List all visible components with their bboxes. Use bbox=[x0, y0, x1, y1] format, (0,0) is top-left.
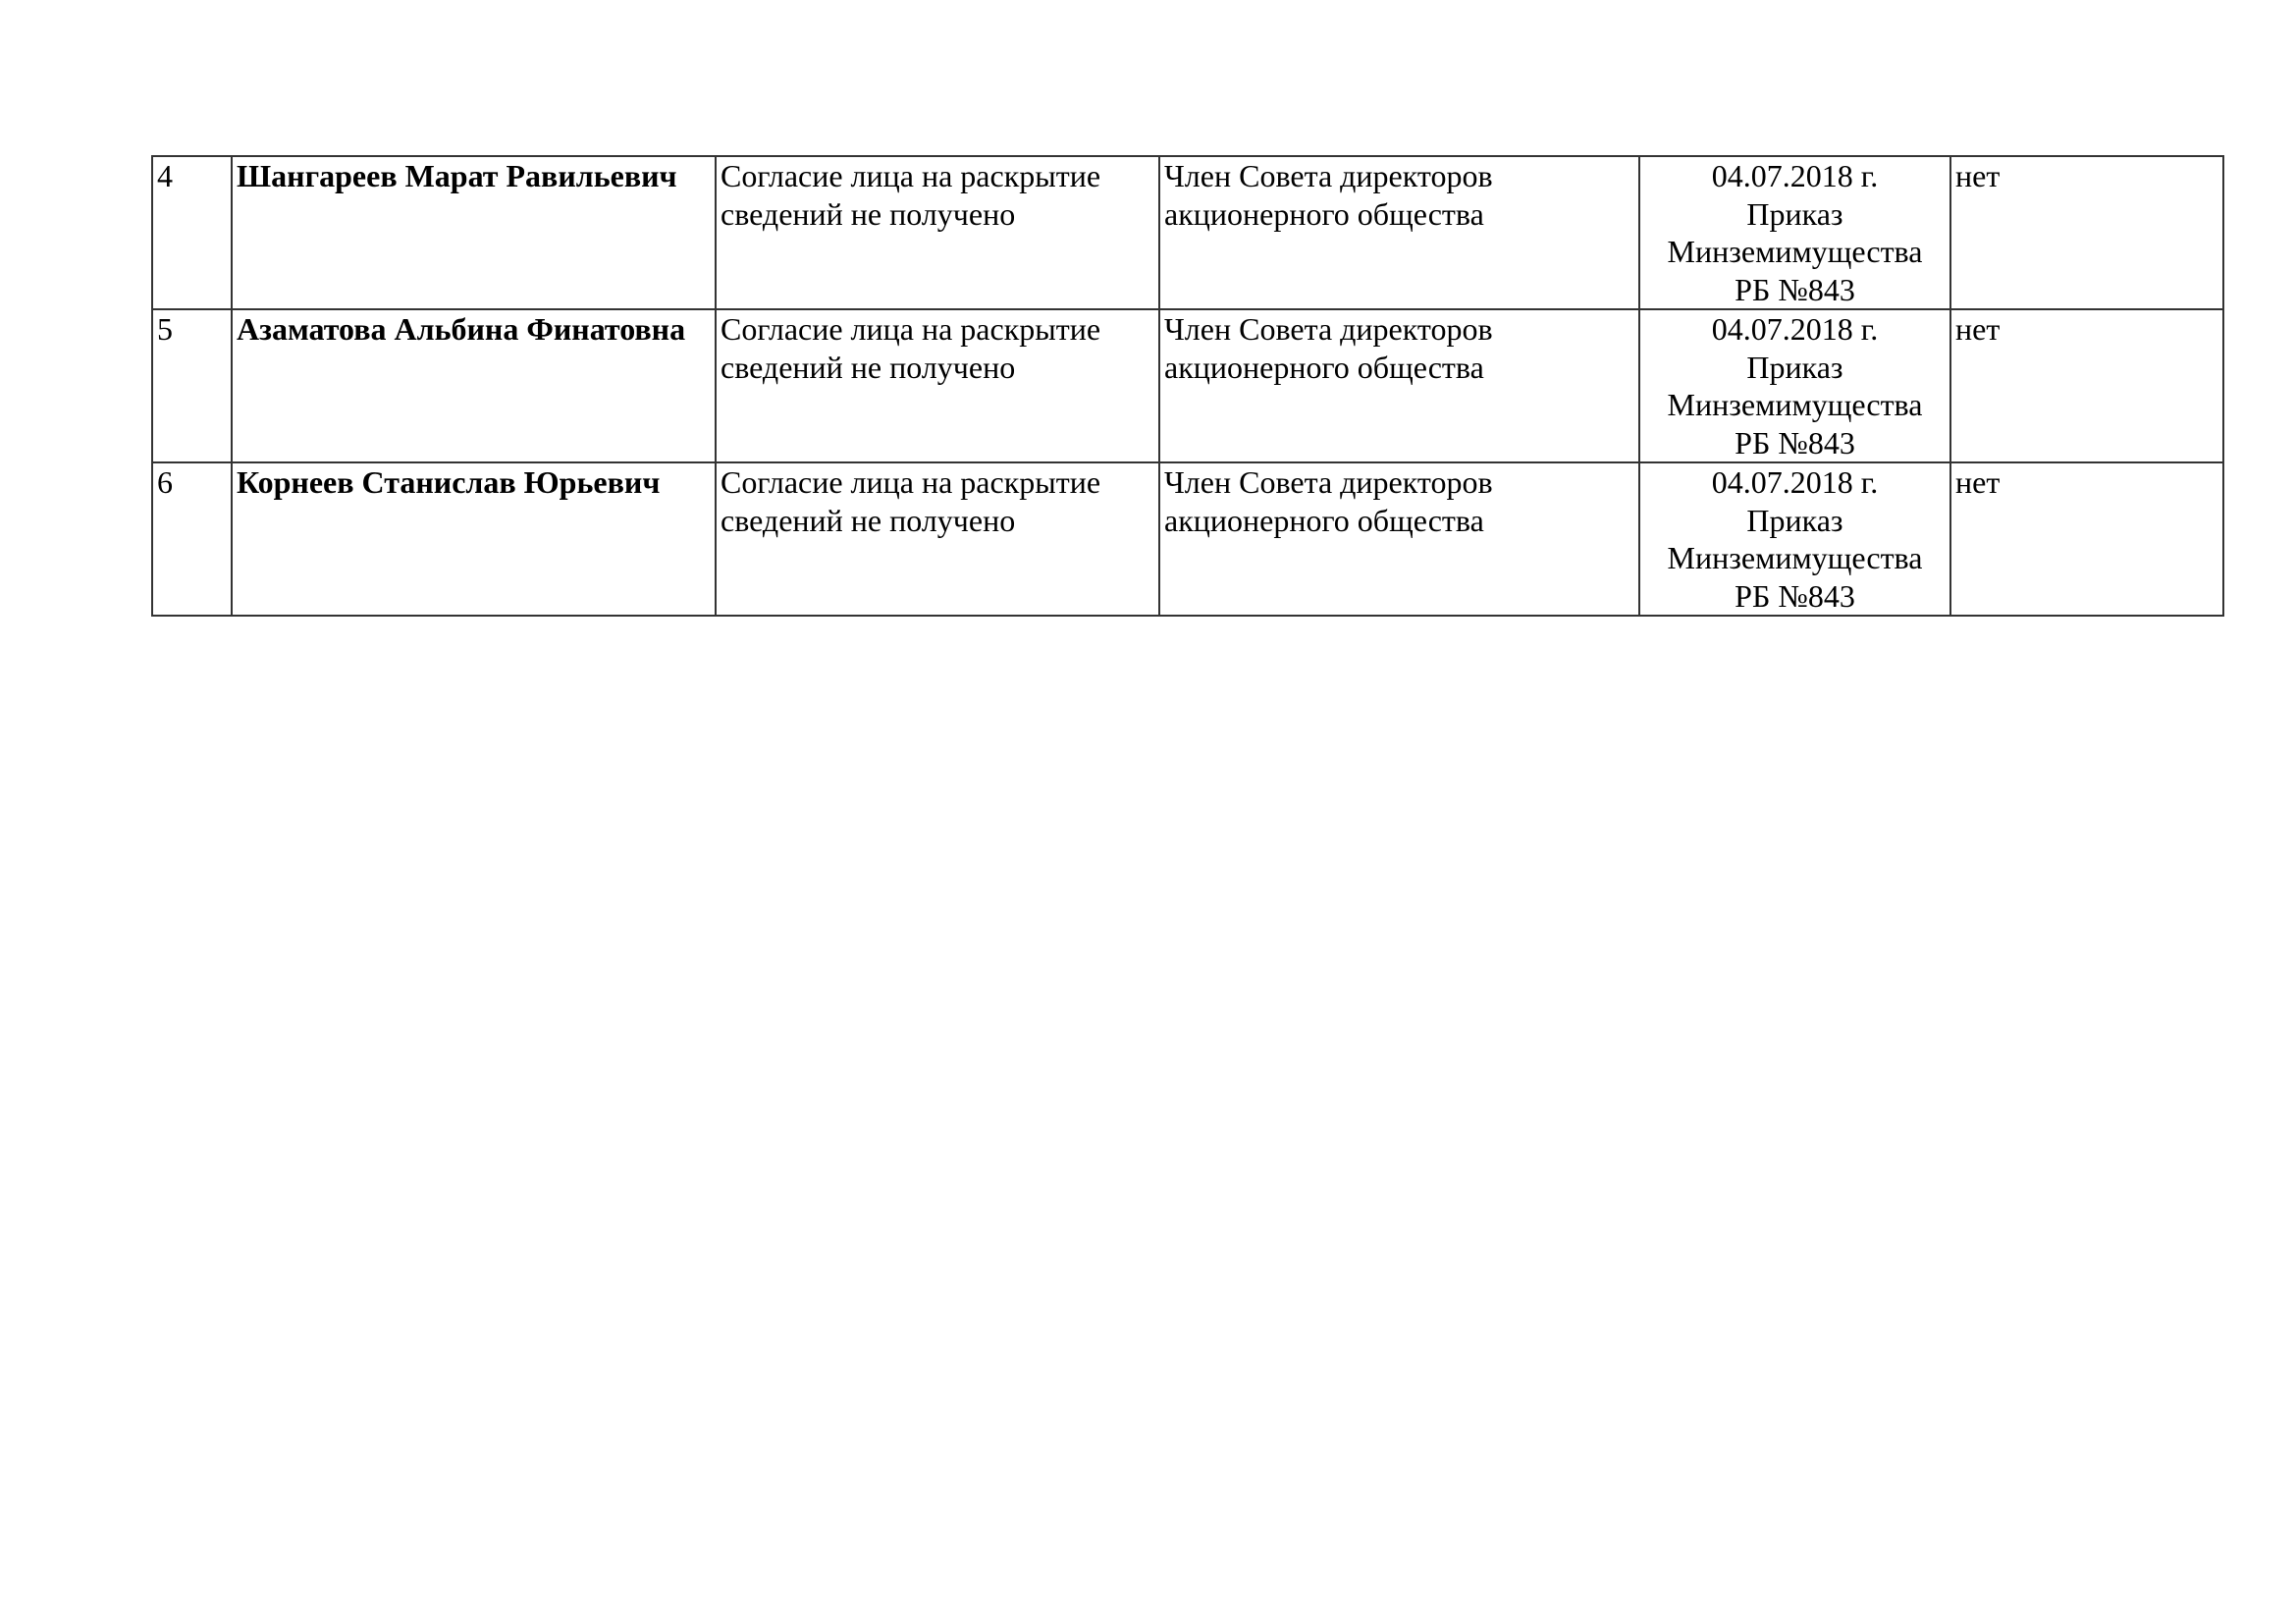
row-number: 6 bbox=[152, 462, 232, 616]
position-line: акционерного общества bbox=[1164, 349, 1484, 385]
consent-line: сведений не получено bbox=[721, 502, 1016, 538]
position-line: Член Совета директоров bbox=[1164, 158, 1493, 193]
basis-line: Приказ bbox=[1746, 349, 1843, 385]
basis-date: 04.07.2018 г. bbox=[1711, 311, 1879, 347]
basis-line: РБ №843 bbox=[1735, 577, 1855, 614]
basis-cell bbox=[1639, 309, 1950, 462]
position-line: акционерного общества bbox=[1164, 195, 1484, 232]
basis-date: 04.07.2018 г. bbox=[1711, 464, 1879, 500]
consent-line: Согласие лица на раскрытие bbox=[721, 311, 1101, 347]
basis-line: Минземимущества bbox=[1667, 234, 1923, 269]
basis-date: 04.07.2018 г. bbox=[1711, 158, 1879, 193]
position-cell bbox=[1159, 462, 1639, 616]
table-row bbox=[152, 462, 2223, 616]
affiliated-persons-table bbox=[151, 155, 2224, 617]
basis-line: РБ №843 bbox=[1735, 424, 1855, 460]
basis-line: Минземимущества bbox=[1667, 540, 1923, 575]
extra-cell: нет bbox=[1950, 462, 2223, 616]
person-name: Шангареев Марат Равильевич bbox=[232, 156, 716, 309]
basis-cell bbox=[1639, 462, 1950, 616]
basis-line: Приказ bbox=[1746, 502, 1843, 538]
table-row bbox=[152, 309, 2223, 462]
consent-line: Согласие лица на раскрытие bbox=[721, 464, 1101, 500]
basis-line: РБ №843 bbox=[1735, 271, 1855, 307]
row-number: 4 bbox=[152, 156, 232, 309]
consent-line: сведений не получено bbox=[721, 349, 1016, 385]
position-line: Член Совета директоров bbox=[1164, 464, 1493, 500]
consent-cell bbox=[716, 462, 1159, 616]
basis-line: Минземимущества bbox=[1667, 387, 1923, 422]
consent-cell bbox=[716, 156, 1159, 309]
position-line: акционерного общества bbox=[1164, 502, 1484, 538]
position-cell bbox=[1159, 156, 1639, 309]
person-name: Азаматова Альбина Финатовна bbox=[232, 309, 716, 462]
consent-cell bbox=[716, 309, 1159, 462]
position-cell bbox=[1159, 309, 1639, 462]
table-row bbox=[152, 156, 2223, 309]
basis-line: Приказ bbox=[1746, 195, 1843, 232]
position-line: Член Совета директоров bbox=[1164, 311, 1493, 347]
row-number: 5 bbox=[152, 309, 232, 462]
extra-cell: нет bbox=[1950, 156, 2223, 309]
consent-line: сведений не получено bbox=[721, 195, 1016, 232]
person-name: Корнеев Станислав Юрьевич bbox=[232, 462, 716, 616]
extra-cell: нет bbox=[1950, 309, 2223, 462]
consent-line: Согласие лица на раскрытие bbox=[721, 158, 1101, 193]
basis-cell bbox=[1639, 156, 1950, 309]
